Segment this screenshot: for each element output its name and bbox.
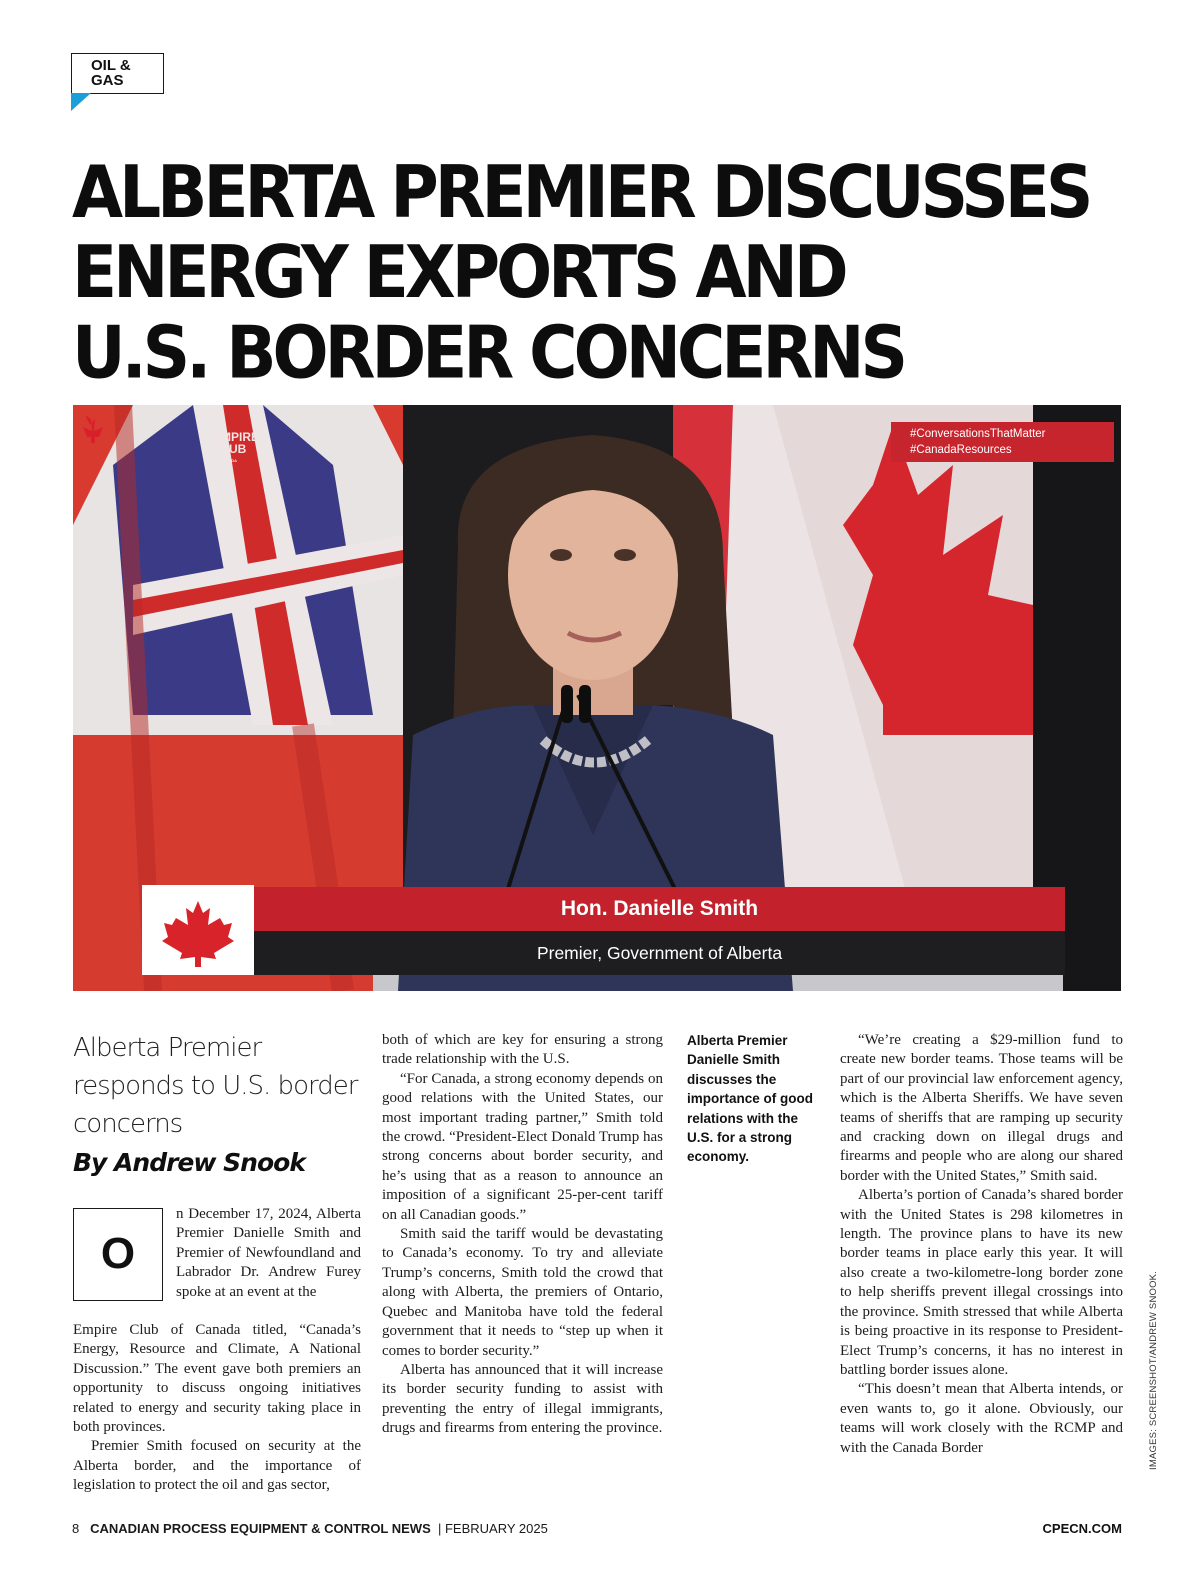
hashtag-1: #ConversationsThatMatter [910,428,1046,440]
drop-cap: O [73,1208,163,1301]
section-tag [71,53,164,94]
body-paragraph: “For Canada, a strong economy depends on good relations with the United States, our most important trading partner,” Smith told the crowd. “President-Elect Donald Trump has strong concerns about border security, and he’s using that as a reason to announce an imposition of a significant 25-per-cent tariff on all Canadian goods.” [382,1070,663,1223]
page-number: 8 [72,1521,80,1536]
body-column-1 [73,1321,361,1496]
body-paragraph: “We’re creating a $29-million fund to create new border teams. Those teams will be part of our provincial law enforcement agency, which is the Alberta Sheriffs. We have seven teams of sheriffs that are ramping up security and cracking down on illegal drugs and firearms and people who are along our shared border with the United States,” Smith said. [840,1032,1123,1184]
photo-caption: Alberta Premier Danielle Smith discusses the importance of good relations with the U.S. for a strong economy. [687,1033,813,1165]
body-paragraph: both of which are key for ensuring a strong trade relationship with the U.S. [382,1032,663,1068]
headline [72,149,1172,396]
body-column-3 [840,1031,1123,1458]
body-paragraph: Premier Smith focused on security at the Alberta border, and the importance of legislation to protect the oil and gas sector, [73,1438,361,1494]
lower-third [142,885,1065,975]
body-paragraph: Smith said the tariff would be devastating to Canada’s economy. To try and alleviate Trump’s concerns, Smith told the crowd that along with Alberta, the premiers of Ontario, Quebec and Manitoba have told the federal government that it needs to “step up when it comes to border security.” [382,1226,663,1359]
section-tag-line2: GAS [91,72,124,89]
speaker-name: Hon. Danielle Smith [254,887,1065,931]
image-credit: IMAGES: SCREENSHOT/ANDREW SNOOK. [1148,1270,1159,1470]
deck: Alberta Premier responds to U.S. border concerns [73,1033,358,1139]
body-paragraph: Alberta has announced that it will increase its border security funding to assist with preventing the entry of illegal immigrants, drugs and firearms from entering the province. [382,1361,663,1437]
hashtag-2: #CanadaResources [910,444,1012,456]
headline-line-3: U.S. BORDER CONCERNS [72,310,905,396]
issue-date: | FEBRUARY 2025 [437,1521,548,1536]
body-paragraph: n December 17, 2024, Alberta Premier Danielle Smith and Premier of Newfoundland and Labrador Dr. Andrew Furey spoke at an event at the [176,1206,361,1300]
footer-left [72,1521,548,1536]
body-paragraph: “This doesn’t mean that Alberta intends, or even wants to, go it alone. Obviously, our teams will work closely with the RCMP and with the Canada Border [840,1381,1123,1456]
publication-name: CANADIAN PROCESS EQUIPMENT & CONTROL NEWS [90,1521,431,1536]
empire-club-logo-text: EMPIRE CLUB OF CANADA [213,430,260,463]
byline: By Andrew Snook [73,1148,305,1177]
hashtag-banner [891,422,1114,462]
section-tag-line1: OIL & [91,57,131,74]
lead-paragraph-start [176,1205,361,1302]
empire-club-logo [73,405,183,445]
website-url: CPECN.COM [1042,1521,1122,1536]
lead-photo [73,405,1121,991]
maple-leaf-icon [142,885,254,975]
headline-line-2: ENERGY EXPORTS AND [72,230,845,315]
headline-line-1: ALBERTA PREMIER DISCUSSES [72,149,1090,235]
body-paragraph: Empire Club of Canada titled, “Canada’s Energy, Resource and Climate, A National Discussion.” The event gave both premiers an opportunity to discuss ongoing initiatives related to energy and security taking place in both provinces. [73,1322,361,1436]
body-paragraph: Alberta’s portion of Canada’s shared border with the United States is 298 kilometres in length. The province plans to have its new border teams in place early this year. It will also create a two-kilometre-long border zone to help sheriffs prevent illegal crossings into the province. Smith stressed that while Alberta is being proactive in its response to President-Elect Trump’s concerns, it has no interest in battling border issues alone. [840,1187,1123,1378]
body-column-2 [382,1031,663,1439]
section-tag-flag [71,93,91,111]
speaker-title: Premier, Government of Alberta [254,931,1065,975]
